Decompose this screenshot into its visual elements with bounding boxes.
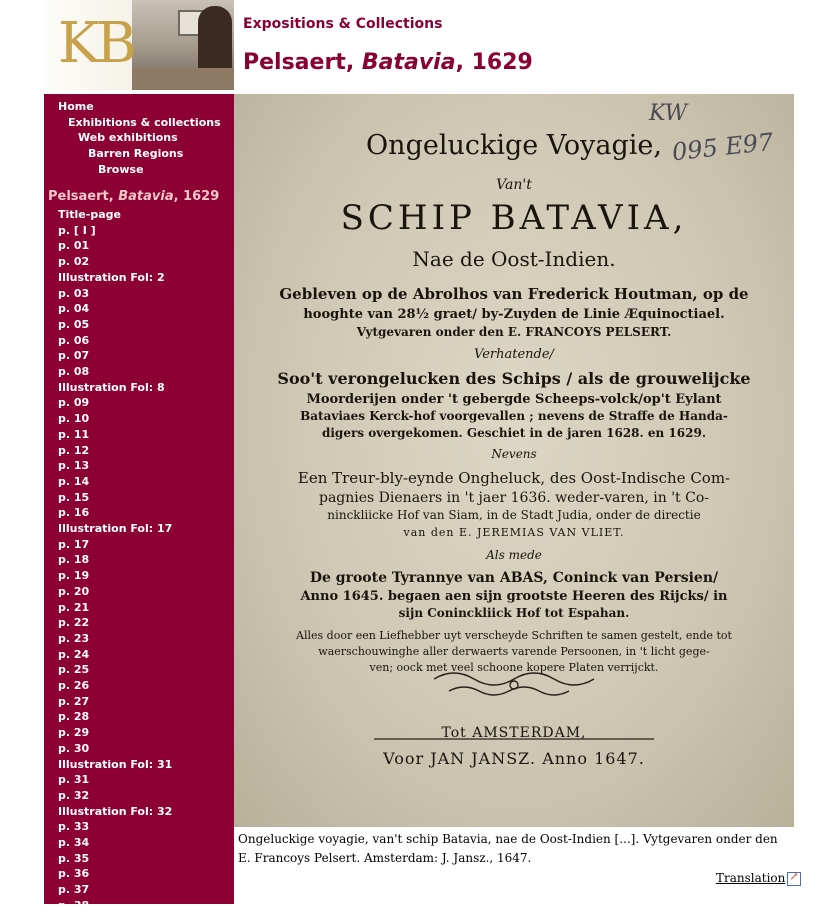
sidebar-page-link[interactable]: p. 29 [58, 726, 90, 740]
sidebar-page-link[interactable]: p. 30 [58, 741, 90, 755]
scan-text-line: ven; oock met veel schoone kopere Platen verrijckt. [369, 661, 659, 674]
sidebar-page-link[interactable]: p. 07 [58, 349, 90, 363]
section-title: Expositions & Collections [243, 16, 443, 32]
nav-current-suffix: , 1629 [173, 189, 220, 204]
scan-text-line: Voor JAN JANSZ. Anno 1647. [383, 749, 645, 768]
scan-text-line: Nae de Oost-Indien. [412, 247, 616, 271]
sidebar-page-link[interactable]: Illustration Fol: 17 [58, 522, 173, 535]
sidebar-page-link[interactable]: p. 21 [58, 600, 90, 614]
scan-text-line: De groote Tyrannye van ABAS, Coninck van Persien/ [309, 570, 719, 586]
sidebar-page-link[interactable]: Title-page [58, 208, 121, 221]
handwriting-shelfmark: 095 E97 [670, 127, 775, 167]
sidebar-page-link[interactable]: p. 32 [58, 788, 90, 802]
sidebar-nav [44, 94, 234, 912]
title-page-scan [234, 94, 794, 827]
nav-current-item[interactable] [48, 189, 219, 204]
scan-text-line: van den E. JEREMIAS VAN VLIET. [403, 526, 625, 539]
kb-logo-lettering: KB [58, 11, 133, 76]
sidebar-page-link[interactable]: p. 24 [58, 647, 90, 661]
header-photo [132, 0, 234, 90]
nav-web-exhibitions[interactable]: Web exhibitions [78, 131, 178, 144]
nav-current-italic: Batavia [118, 189, 174, 204]
sidebar-page-link[interactable]: Illustration Fol: 8 [58, 380, 165, 394]
sidebar-page-link[interactable]: p. [ I ] [58, 223, 96, 237]
sidebar-page-link[interactable]: p. 14 [58, 474, 90, 488]
scan-text-line: Van't [496, 177, 532, 193]
sidebar-page-link[interactable]: p. 25 [58, 663, 90, 677]
sidebar-page-link[interactable]: p. 34 [58, 836, 90, 849]
kb-logo[interactable] [44, 0, 234, 90]
sidebar-page-link[interactable]: p. 20 [58, 584, 90, 598]
scan-text-line: Ongeluckige Voyagie, [366, 130, 662, 161]
scan-text-line: sijn Coninckliick Hof tot Espahan. [398, 606, 630, 620]
scan-text-line: Tot AMSTERDAM, [441, 725, 587, 741]
sidebar-page-link[interactable]: p. 15 [58, 490, 90, 504]
sidebar-page-link[interactable]: p. 17 [58, 537, 90, 551]
sidebar-page-link[interactable]: p. 31 [58, 773, 90, 787]
page-title-prefix: Pelsaert, [243, 50, 362, 75]
sidebar-page-link[interactable]: p. 10 [58, 412, 90, 426]
scan-text-line: ninckliicke Hof van Siam, in de Stadt Judia, onder de directie [327, 508, 701, 522]
sidebar-page-link[interactable]: p. 19 [58, 569, 90, 583]
scan-text-line: Bataviaes Kerck-hof voorgevallen ; nevens de Straffe de Handa- [300, 409, 728, 423]
scan-text-line: pagnies Dienaers in 't jaer 1636. weder-varen, in 't Co- [319, 490, 709, 506]
translation-link[interactable] [716, 871, 801, 886]
sidebar-page-link[interactable]: p. 06 [58, 333, 90, 347]
nav-browse[interactable]: Browse [98, 163, 144, 176]
sidebar-page-link[interactable]: Illustration Fol: 32 [58, 804, 173, 818]
sidebar-page-link[interactable]: p. 01 [58, 239, 90, 253]
scan-text-line: Gebleven op de Abrolhos van Frederick Houtman, op de [279, 285, 749, 303]
sidebar-page-link[interactable]: p. 09 [58, 396, 90, 410]
scan-text-line: waerschouwinghe aller derwaerts varende Persoonen, in 't licht gege- [318, 645, 710, 658]
scan-text-line: digers overgekomen. Geschiet in de jaren 1628. en 1629. [321, 426, 707, 440]
sidebar-page-link[interactable]: p. 33 [58, 820, 90, 834]
sidebar-page-link[interactable]: p. 36 [58, 867, 90, 881]
image-caption: Ongeluckige voyagie, van't schip Batavia, nae de Oost-Indien [...]. Vytgevaren onder den E. Francoys Pelsert. Amsterdam: J. Jansz., 1647. [238, 832, 778, 865]
scan-text-line: SCHIP BATAVIA, [340, 198, 688, 238]
sidebar-page-link[interactable]: Illustration Fol: 2 [58, 270, 165, 284]
sidebar-page-link[interactable]: p. 35 [58, 851, 90, 865]
translation-label: Translation [716, 871, 786, 885]
sidebar-page-link[interactable]: Illustration Fol: 31 [58, 757, 173, 771]
desk-shape [132, 68, 234, 90]
sidebar-page-link[interactable]: p. 11 [58, 427, 90, 441]
scan-text-line: Nevens [491, 447, 537, 461]
nav-exhibitions-collections[interactable]: Exhibitions & collections [68, 116, 221, 129]
scan-text-line: Alles door een Liefhebber uyt verscheyde Schriften te samen gestelt, ende tot [296, 629, 732, 642]
sidebar-page-link[interactable]: p. 05 [58, 317, 90, 331]
scan-text-line: Vytgevaren onder den E. FRANCOYS PELSERT. [356, 325, 672, 339]
scan-text-line: Soo't verongelucken des Schips / als de grouwelijcke [277, 369, 751, 388]
scan-text-line: Verhatende/ [474, 347, 554, 362]
nav-home[interactable]: Home [58, 100, 94, 113]
sidebar-page-link[interactable]: p. 22 [58, 616, 90, 630]
scan-text-line: Moorderijen onder 't gebergde Scheeps-volck/op't Eylant [306, 392, 722, 407]
scan-text-line: hooghte van 28½ graet/ by-Zuyden de Linie Æquinoctiael. [303, 307, 725, 322]
sidebar-page-link[interactable]: p. 03 [58, 286, 90, 300]
sidebar-page-link[interactable]: p. 26 [58, 679, 90, 692]
scan-text-line: Anno 1645. begaen aen sijn grootste Heeren des Rijcks/ in [300, 589, 728, 604]
scan-svg [234, 94, 794, 827]
sidebar-page-link[interactable]: p. 27 [58, 694, 90, 708]
page-title [243, 50, 533, 75]
sidebar-page-link[interactable]: p. 04 [58, 302, 90, 316]
nav-current-prefix: Pelsaert, [48, 189, 119, 204]
sidebar-page-link[interactable]: p. 02 [58, 255, 90, 269]
sidebar-page-link[interactable]: p. 08 [58, 365, 90, 378]
sidebar-page-link[interactable]: p. 16 [58, 506, 90, 520]
sidebar-page-link[interactable]: p. 38 [58, 898, 90, 912]
page-title-suffix: , 1629 [455, 50, 533, 75]
sidebar-page-link[interactable]: p. 13 [58, 459, 90, 473]
scan-text-line: Een Treur-bly-eynde Ongheluck, des Oost-Indische Com- [297, 469, 731, 487]
ornament [434, 673, 594, 695]
sidebar-page-link[interactable]: p. 37 [58, 883, 90, 897]
nav-barren-regions[interactable]: Barren Regions [88, 147, 184, 160]
scan-text-line: Als mede [486, 548, 542, 562]
sidebar-page-link[interactable]: p. 12 [58, 443, 90, 457]
sidebar-page-link[interactable]: p. 18 [58, 553, 90, 567]
handwriting-kw: KW [649, 101, 688, 126]
sidebar-page-link[interactable]: p. 28 [58, 710, 90, 724]
page-title-italic: Batavia [361, 50, 456, 75]
external-link-icon [787, 872, 801, 886]
sidebar-page-link[interactable]: p. 23 [58, 631, 90, 645]
